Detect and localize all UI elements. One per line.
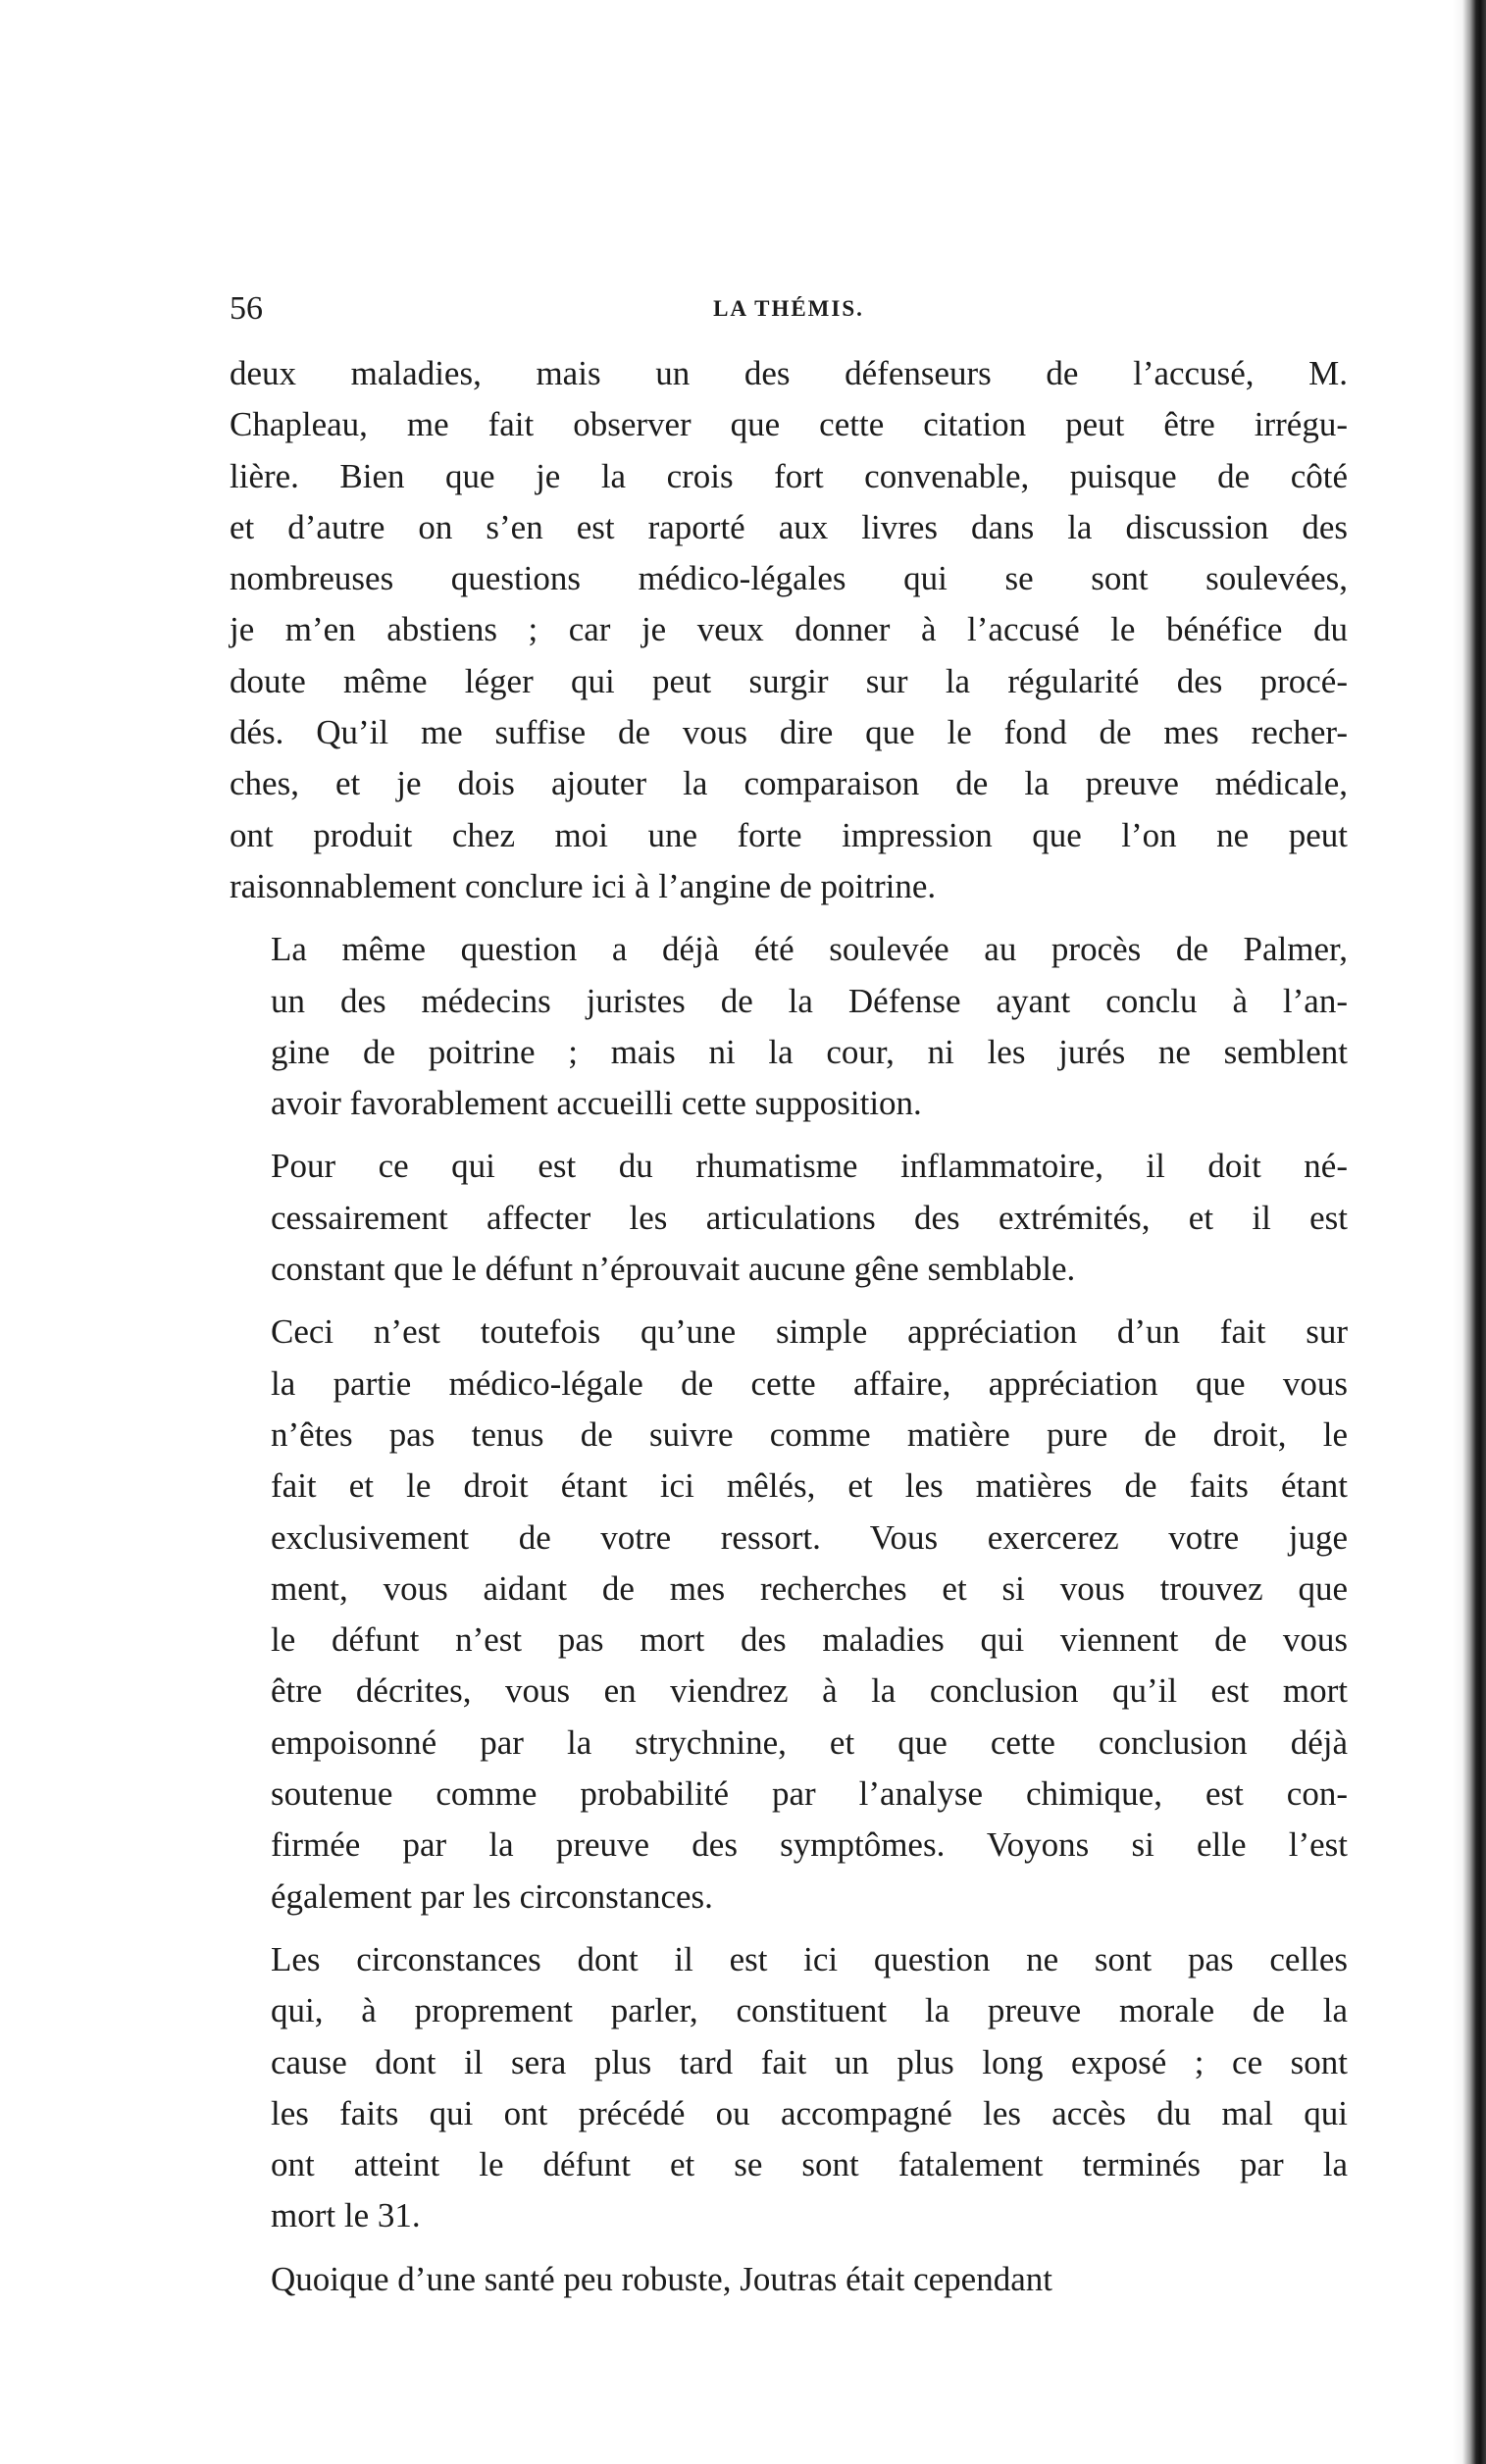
paragraph — [230, 1141, 1348, 1295]
page-header — [230, 284, 1348, 334]
text-line: La même question a déjà été soulevée au procès de Palmer, — [271, 930, 1348, 969]
text-line: Chapleau, me fait observer que cette citation peut être irrégu- — [230, 405, 1348, 444]
text-line: ont produit chez moi une forte impression que l’on ne peut — [230, 815, 1348, 854]
text-line: cessairement affecter les articulations des extrémités, et il est — [271, 1198, 1348, 1237]
text-line: firmée par la preuve des symptômes. Voyons si elle l’est — [271, 1825, 1348, 1865]
text-line: avoir favorablement accueilli cette supposition. — [271, 1084, 922, 1123]
text-line: Pour ce qui est du rhumatisme inflammatoire, il doit né- — [271, 1147, 1348, 1186]
text-line: également par les circonstances. — [271, 1876, 713, 1916]
running-head: LA THÉMIS. — [713, 296, 864, 321]
text-line: Les circonstances dont il est ici question ne sont pas celles — [271, 1939, 1348, 1978]
text-line: exclusivement de votre ressort. Vous exercerez votre juge — [271, 1517, 1348, 1557]
text-line: raisonnablement conclure ici à l’angine de poitrine. — [230, 866, 937, 905]
text-line: doute même léger qui peut surgir sur la régularité des procé- — [230, 661, 1348, 700]
paragraph — [230, 924, 1348, 1129]
text-line: gine de poitrine ; mais ni la cour, ni les jurés ne semblent — [271, 1032, 1348, 1071]
paragraph — [230, 1934, 1348, 2242]
body-text — [230, 348, 1348, 2317]
text-line: ment, vous aidant de mes recherches et si vous trouvez que — [271, 1568, 1348, 1608]
page-number: 56 — [230, 290, 263, 327]
text-line: dés. Qu’il me suffise de vous dire que le fond de mes recher- — [230, 713, 1348, 752]
text-line: ont atteint le défunt et se sont fatalement terminés par la — [271, 2145, 1348, 2184]
text-line: fait et le droit étant ici mêlés, et les matières de faits étant — [271, 1466, 1348, 1506]
text-line: qui, à proprement parler, constituent la preuve morale de la — [271, 1991, 1348, 2030]
text-line: la partie médico-légale de cette affaire, appréciation que vous — [271, 1363, 1348, 1403]
text-line: cause dont il sera plus tard fait un plus long exposé ; ce sont — [271, 2042, 1348, 2081]
text-line: Quoique d’une santé peu robuste, Joutras était cependant — [271, 2259, 1052, 2298]
text-line: les faits qui ont précédé ou accompagné les accès du mal qui — [271, 2093, 1348, 2132]
text-line: constant que le défunt n’éprouvait aucune gêne semblable. — [271, 1250, 1076, 1289]
text-line: ches, et je dois ajouter la comparaison de la preuve médicale, — [230, 764, 1348, 803]
text-line: je m’en abstiens ; car je veux donner à l’accusé le bénéfice du — [230, 610, 1348, 649]
text-line: mort le 31. — [271, 2196, 421, 2235]
text-line: Ceci n’est toutefois qu’une simple appréciation d’un fait sur — [271, 1312, 1348, 1352]
text-line: et d’autre on s’en est raporté aux livres dans la discussion des — [230, 507, 1348, 546]
text-line: être décrites, vous en viendrez à la conclusion qu’il est mort — [271, 1671, 1348, 1711]
paragraph — [230, 1307, 1348, 1923]
text-line: n’êtes pas tenus de suivre comme matière pure de droit, le — [271, 1414, 1348, 1454]
text-line: soutenue comme probabilité par l’analyse chimique, est con- — [271, 1774, 1348, 1814]
text-line: un des médecins juristes de la Défense ayant conclu à l’an- — [271, 981, 1348, 1020]
paragraph — [230, 348, 1348, 912]
text-line: deux maladies, mais un des défenseurs de l’accusé, M. — [230, 354, 1348, 392]
text-line: le défunt n’est pas mort des maladies qui viennent de vous — [271, 1620, 1348, 1660]
text-line: lière. Bien que je la crois fort convenable, puisque de côté — [230, 456, 1348, 495]
text-line: nombreuses questions médico-légales qui se sont soulevées, — [230, 559, 1348, 598]
paragraph — [230, 2254, 1348, 2305]
page-edge-shadow — [1453, 0, 1486, 2464]
text-line: empoisonné par la strychnine, et que cette conclusion déjà — [271, 1722, 1348, 1762]
